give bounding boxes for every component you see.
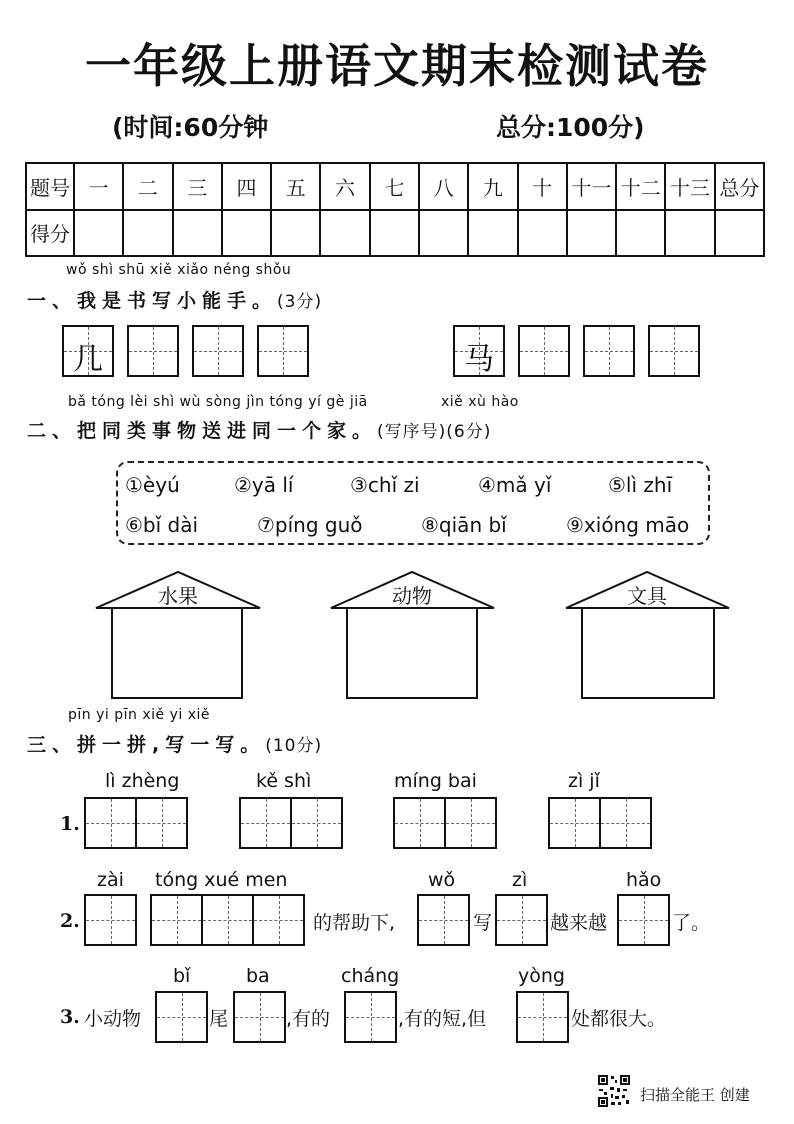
word-pinyin: zì: [512, 869, 528, 891]
sentence-text: 写: [473, 912, 493, 934]
page-title: 一年级上册语文期末检测试卷: [85, 39, 709, 93]
score-cell[interactable]: [518, 210, 567, 257]
grid-cell[interactable]: [344, 991, 397, 1043]
score-cell[interactable]: [271, 210, 320, 257]
footer-watermark: 扫描全能王 创建: [640, 1086, 750, 1104]
answer-grid[interactable]: [495, 894, 546, 946]
answer-grid[interactable]: [239, 797, 341, 849]
section2-pinyin: bǎ tóng lèi shì wù sòng jìn tóng yí gè jiā: [68, 394, 368, 410]
word-item: ⑤lì zhī: [608, 473, 673, 497]
score-cell[interactable]: [715, 210, 764, 257]
writing-grid[interactable]: [518, 325, 570, 377]
grid-cell[interactable]: [599, 797, 652, 849]
time-limit: (时间:60分钟: [112, 113, 269, 142]
answer-grid[interactable]: [344, 991, 395, 1043]
answer-grid[interactable]: [393, 797, 495, 849]
score-cell[interactable]: [616, 210, 665, 257]
practice-grid-sample: [453, 325, 505, 377]
score-table-score-row: [26, 210, 764, 257]
word-pinyin: zài: [97, 869, 124, 891]
question-number: 1.: [60, 813, 80, 835]
word-pinyin: lì zhèng: [105, 770, 180, 792]
score-table-header: 三: [173, 163, 222, 210]
answer-grid[interactable]: [516, 991, 567, 1043]
score-table-header-row: [26, 163, 764, 210]
grid-cell[interactable]: [84, 797, 137, 849]
word-item: ⑦píng guǒ: [257, 513, 363, 537]
grid-cell[interactable]: [233, 991, 286, 1043]
section3-title-text: 三、拼一拼,写一写。: [27, 734, 266, 756]
word-pinyin: yòng: [518, 965, 565, 987]
grid-cell[interactable]: [516, 991, 569, 1043]
total-score: 总分:100分): [496, 113, 645, 142]
grid-cell[interactable]: [239, 797, 292, 849]
word-pinyin: cháng: [341, 965, 400, 987]
word-pinyin: kě shì: [256, 770, 312, 792]
grid-cell[interactable]: [290, 797, 343, 849]
score-cell[interactable]: [468, 210, 517, 257]
practice-grid-sample: [62, 325, 114, 377]
score-table-header: 总分: [715, 163, 764, 210]
score-table-header: 一: [74, 163, 123, 210]
word-item: ①èyú: [125, 473, 180, 497]
word-pinyin: bǐ: [173, 965, 191, 987]
score-table-header: 八: [419, 163, 468, 210]
score-cell[interactable]: [370, 210, 419, 257]
section1-title-text: 一、我是书写小能手。: [27, 290, 278, 312]
sentence-text: 尾: [209, 1008, 229, 1030]
score-cell[interactable]: [665, 210, 714, 257]
score-table-header: 十三: [665, 163, 714, 210]
word-pinyin: tóng xué men: [155, 869, 288, 891]
writing-grid[interactable]: [257, 325, 309, 377]
writing-grid[interactable]: [648, 325, 700, 377]
house-label-fruit: 水果: [158, 584, 198, 608]
score-table-header: 六: [320, 163, 369, 210]
grid-cell[interactable]: [252, 894, 305, 946]
house-body[interactable]: [582, 608, 714, 698]
answer-grid[interactable]: [548, 797, 650, 849]
score-table: [25, 162, 765, 257]
grid-cell[interactable]: [495, 894, 548, 946]
section2-title: [27, 416, 491, 443]
house-label-animal: 动物: [392, 584, 432, 608]
grid-cell[interactable]: [155, 991, 208, 1043]
answer-grid[interactable]: [150, 894, 303, 946]
grid-cell[interactable]: [617, 894, 670, 946]
qr-code-icon: [597, 1074, 631, 1108]
sample-char: 马: [464, 342, 494, 377]
answer-grid[interactable]: [417, 894, 468, 946]
score-cell[interactable]: [419, 210, 468, 257]
writing-grid[interactable]: [583, 325, 635, 377]
score-cell[interactable]: [222, 210, 271, 257]
question-number: 3.: [60, 1006, 80, 1028]
section2-points: (写序号)(6分): [377, 422, 492, 442]
sample-char: 几: [73, 342, 103, 377]
score-table-header: 四: [222, 163, 271, 210]
score-table-header: 二: [123, 163, 172, 210]
house-body[interactable]: [112, 608, 242, 698]
answer-grid[interactable]: [84, 797, 186, 849]
score-table-header: 五: [271, 163, 320, 210]
section1-title: [27, 286, 322, 313]
grid-cell[interactable]: [417, 894, 470, 946]
grid-cell[interactable]: [201, 894, 254, 946]
grid-cell[interactable]: [393, 797, 446, 849]
section2-pinyin-extra: xiě xù hào: [441, 394, 519, 410]
word-pinyin: míng bai: [394, 770, 477, 792]
section3-title: [27, 730, 322, 757]
score-table-header-label: 题号: [26, 163, 74, 210]
sentence-text: 处都很大。: [571, 1008, 667, 1030]
word-item: ③chǐ zi: [350, 473, 420, 497]
score-table-row-label: 得分: [26, 210, 74, 257]
grid-cell[interactable]: [548, 797, 601, 849]
writing-grid[interactable]: [192, 325, 244, 377]
grid-cell[interactable]: [150, 894, 203, 946]
sentence-text: 越来越: [550, 912, 608, 934]
sentence-text: 小动物: [84, 1008, 142, 1030]
answer-grid[interactable]: [84, 894, 135, 946]
grid-cell[interactable]: [444, 797, 497, 849]
section1-pinyin: wǒ shì shū xiě xiǎo néng shǒu: [66, 262, 292, 278]
writing-grid[interactable]: [127, 325, 179, 377]
sentence-text: ,有的: [286, 1008, 331, 1030]
sentence-text: 了。: [672, 912, 711, 934]
question-number: 2.: [60, 910, 80, 932]
score-table-header: 十二: [616, 163, 665, 210]
answer-grid[interactable]: [155, 991, 206, 1043]
score-table-header: 九: [468, 163, 517, 210]
house-body[interactable]: [347, 608, 477, 698]
score-cell[interactable]: [567, 210, 616, 257]
score-cell[interactable]: [74, 210, 123, 257]
word-pinyin: wǒ: [428, 869, 456, 891]
score-cell[interactable]: [123, 210, 172, 257]
score-table-header: 七: [370, 163, 419, 210]
grid-cell[interactable]: [84, 894, 137, 946]
section3-points: (10分): [265, 736, 323, 756]
word-item: ②yā lí: [234, 473, 294, 497]
score-cell[interactable]: [320, 210, 369, 257]
house-label-stationery: 文具: [627, 584, 667, 608]
grid-cell[interactable]: [135, 797, 188, 849]
word-item: ⑧qiān bǐ: [421, 513, 507, 537]
score-cell[interactable]: [173, 210, 222, 257]
score-table-header: 十一: [567, 163, 616, 210]
section2-title-text: 二、把同类事物送进同一个家。: [27, 420, 378, 442]
word-pinyin: zì jǐ: [568, 770, 600, 792]
word-pinyin: ba: [246, 965, 270, 987]
sentence-text: ,有的短,但: [398, 1008, 487, 1030]
answer-grid[interactable]: [233, 991, 284, 1043]
word-item: ⑨xióng māo: [566, 513, 690, 537]
score-table-header: 十: [518, 163, 567, 210]
word-item: ④mǎ yǐ: [478, 473, 552, 497]
answer-grid[interactable]: [617, 894, 668, 946]
section1-points: (3分): [277, 292, 323, 312]
word-item: ⑥bǐ dài: [125, 513, 199, 537]
word-pinyin: hǎo: [626, 869, 662, 891]
section3-pinyin: pīn yi pīn xiě yi xiě: [68, 707, 210, 723]
sentence-text: 的帮助下,: [313, 912, 396, 934]
